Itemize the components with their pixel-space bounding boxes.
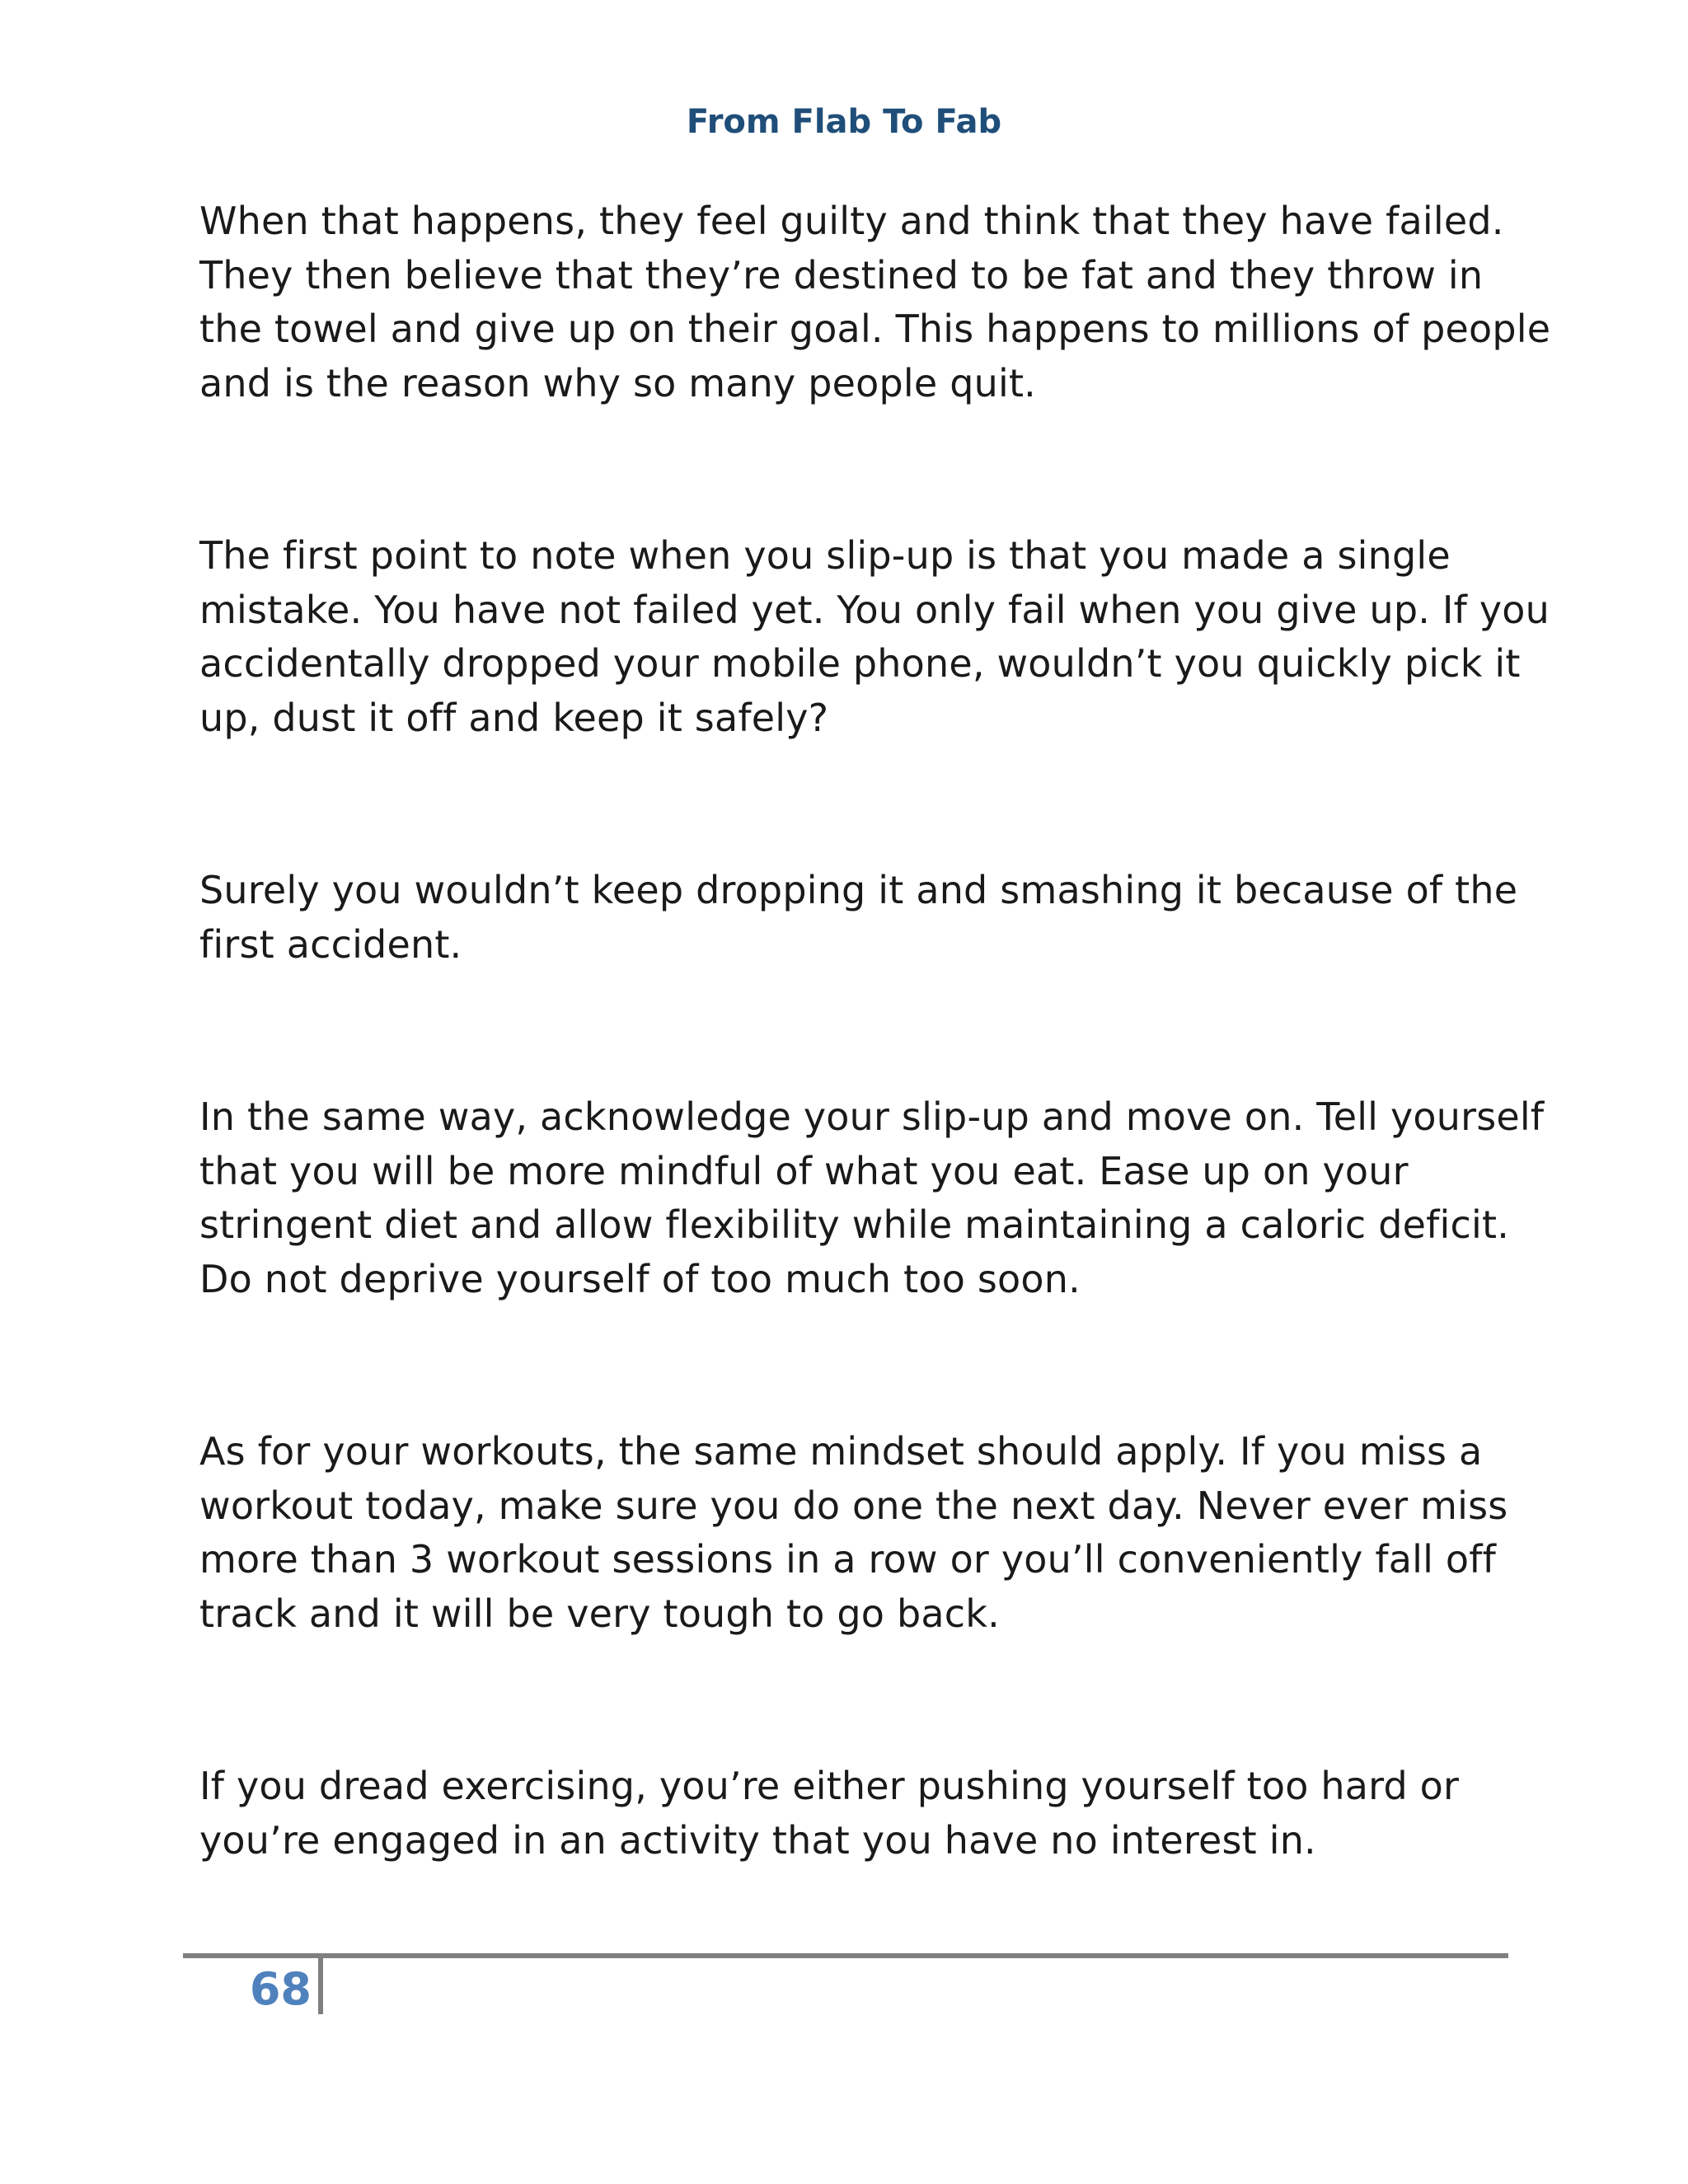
paragraph-3: Surely you wouldn’t keep dropping it and smashing it because of the first accident.: [199, 868, 1518, 967]
body-text: [199, 194, 1551, 1986]
page-number-divider: [318, 1958, 323, 2014]
page-number: 68: [249, 1963, 312, 2015]
paragraph-4: In the same way, acknowledge your slip-up and move on. Tell yourself that you will be more mindful of what you eat. Ease up on your stringent diet and allow flexibility while maintaining a caloric deficit. Do not deprive yourself of too much too soon.: [199, 1094, 1545, 1301]
paragraph-5: As for your workouts, the same mindset should apply. If you miss a workout today, make sure you do one the next day. Never ever miss more than 3 workout sessions in a row or you’ll conveniently fall off track and it will be very tough to go back.: [199, 1429, 1508, 1636]
paragraph-6: If you dread exercising, you’re either pushing yourself too hard or you’re engaged in an activity that you have no interest in.: [199, 1764, 1460, 1863]
running-header-title: From Flab To Fab: [686, 103, 1002, 141]
paragraph-2: The first point to note when you slip-up is that you made a single mistake. You have not failed yet. You only fail when you give up. If you accidentally dropped your mobile phone, wouldn’t you quickly pick it up, dust it off and keep it safely?: [199, 533, 1550, 740]
footer-divider: [183, 1953, 1508, 1958]
paragraph-1: When that happens, they feel guilty and think that they have failed. They then believe that they’re destined to be fat and they throw in the towel and give up on their goal. This happens to millions of people and is the reason why so many people quit.: [199, 199, 1551, 405]
